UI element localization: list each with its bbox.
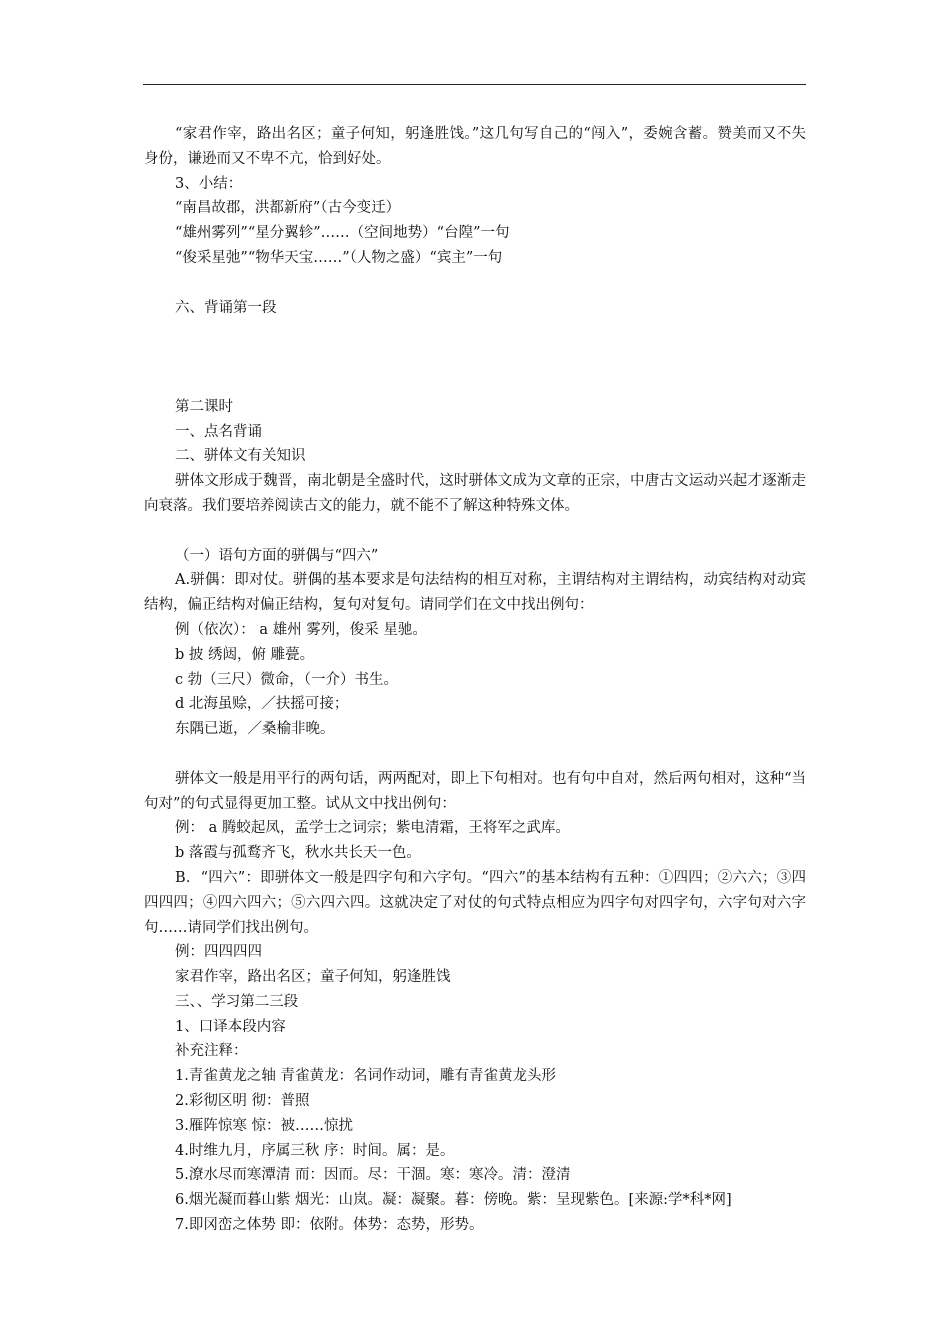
text-line: c 勃（三尺）微命，（一介）书生。: [175, 671, 398, 688]
text-line: 6.烟光凝而暮山紫 烟光：山岚。凝：凝聚。暮：傍晚。紫：呈现紫色。[来源:学*科*网]: [175, 1192, 732, 1209]
text-line: 补充注释：: [175, 1043, 248, 1060]
text-line: 例（依次）： a 雄州 雾列，俊采 星驰。: [175, 621, 427, 638]
text-line: d 北海虽赊，／扶摇可接；: [175, 696, 349, 713]
text-line: 二、骈体文有关知识: [175, 448, 306, 465]
text-line: 例： a 腾蛟起凤，孟学士之词宗；紫电清霜，王将军之武库。: [175, 820, 570, 837]
text-line: 2.彩彻区明 彻：普照: [175, 1093, 310, 1110]
blank-line: [144, 320, 806, 370]
document-body: [144, 122, 806, 1238]
text-line: （一）语句方面的骈偶与“四六”: [175, 547, 379, 564]
paragraph: 骈体文形成于魏晋，南北朝是全盛时代，这时骈体文成为文章的正宗，中唐古文运动兴起才逐渐走向衰落。我们要培养阅读古文的能力，就不能不了解这种特殊文体。: [144, 473, 806, 514]
text-line: “雄州雾列”“星分翼轸”……（空间地势）“台隍”一句: [175, 225, 510, 242]
text-line: 家君作宰，路出名区；童子何知，躬逢胜饯: [175, 969, 451, 986]
text-line: 例：四四四四: [175, 944, 262, 961]
text-line: 东隅已逝，／桑榆非晚。: [175, 721, 335, 738]
text-line: 第二课时: [175, 398, 233, 415]
text-line: “俊采星弛”“物华天宝……”（人物之盛）“宾主”一句: [175, 249, 503, 266]
paragraph: 骈体文一般是用平行的两句话，两两配对，即上下句相对。也有句中自对，然后两句相对，这种“当句对”的句式显得更加工整。试从文中找出例句：: [144, 770, 806, 812]
text-line: 一、点名背诵: [175, 423, 262, 440]
text-line: 5.潦水尽而寒潭清 而：因而。尽：干涸。寒：寒冷。清：澄清: [175, 1167, 571, 1184]
text-line: 3、小结：: [175, 175, 243, 192]
text-line: b 披 绣闼，俯 雕甍。: [175, 646, 315, 663]
text-line: 六、背诵第一段: [175, 299, 277, 316]
text-line: 7.即冈峦之体势 即：依附。体势：态势，形势。: [175, 1217, 484, 1234]
blank-line: [144, 271, 806, 296]
header-rule: [143, 84, 806, 85]
text-line: 1.青雀黄龙之轴 青雀黄龙：名词作动词，雕有青雀黄龙头形: [175, 1068, 556, 1085]
blank-line: [144, 742, 806, 767]
text-line: 三、、学习第二三段: [175, 993, 299, 1010]
text-line: “南昌故郡，洪都新府”（古今变迁）: [175, 200, 401, 217]
text-line: 1、口译本段内容: [175, 1018, 286, 1035]
text-line: 4.时维九月，序属三秋 序：时间。属：是。: [175, 1142, 455, 1159]
text-line: 3.雁阵惊寒 惊：被……惊扰: [175, 1117, 353, 1134]
blank-line: [144, 370, 806, 395]
paragraph: “家君作宰，路出名区；童子何知，躬逢胜饯。”这几句写自己的“闯入”，委婉含蓄。赞美而又不失身份，谦逊而又不卑不亢，恰到好处。: [144, 126, 806, 167]
blank-line: [144, 519, 806, 544]
paragraph: B．“四六”：即骈体文一般是四字句和六字句。“四六”的基本结构有五种：①四四；②六六；③四四四四；④四六四六；⑤六四六四。这就决定了对仗的句式特点相应为四字句对四字句，六字句对六字句……请同学们找出例句。: [144, 869, 806, 936]
text-line: b 落霞与孤鹜齐飞，秋水共长天一色。: [175, 845, 421, 862]
paragraph: A.骈偶：即对仗。骈偶的基本要求是句法结构的相互对称，主谓结构对主谓结构，动宾结构对动宾结构，偏正结构对偏正结构，复句对复句。请同学们在文中找出例句：: [144, 572, 806, 614]
